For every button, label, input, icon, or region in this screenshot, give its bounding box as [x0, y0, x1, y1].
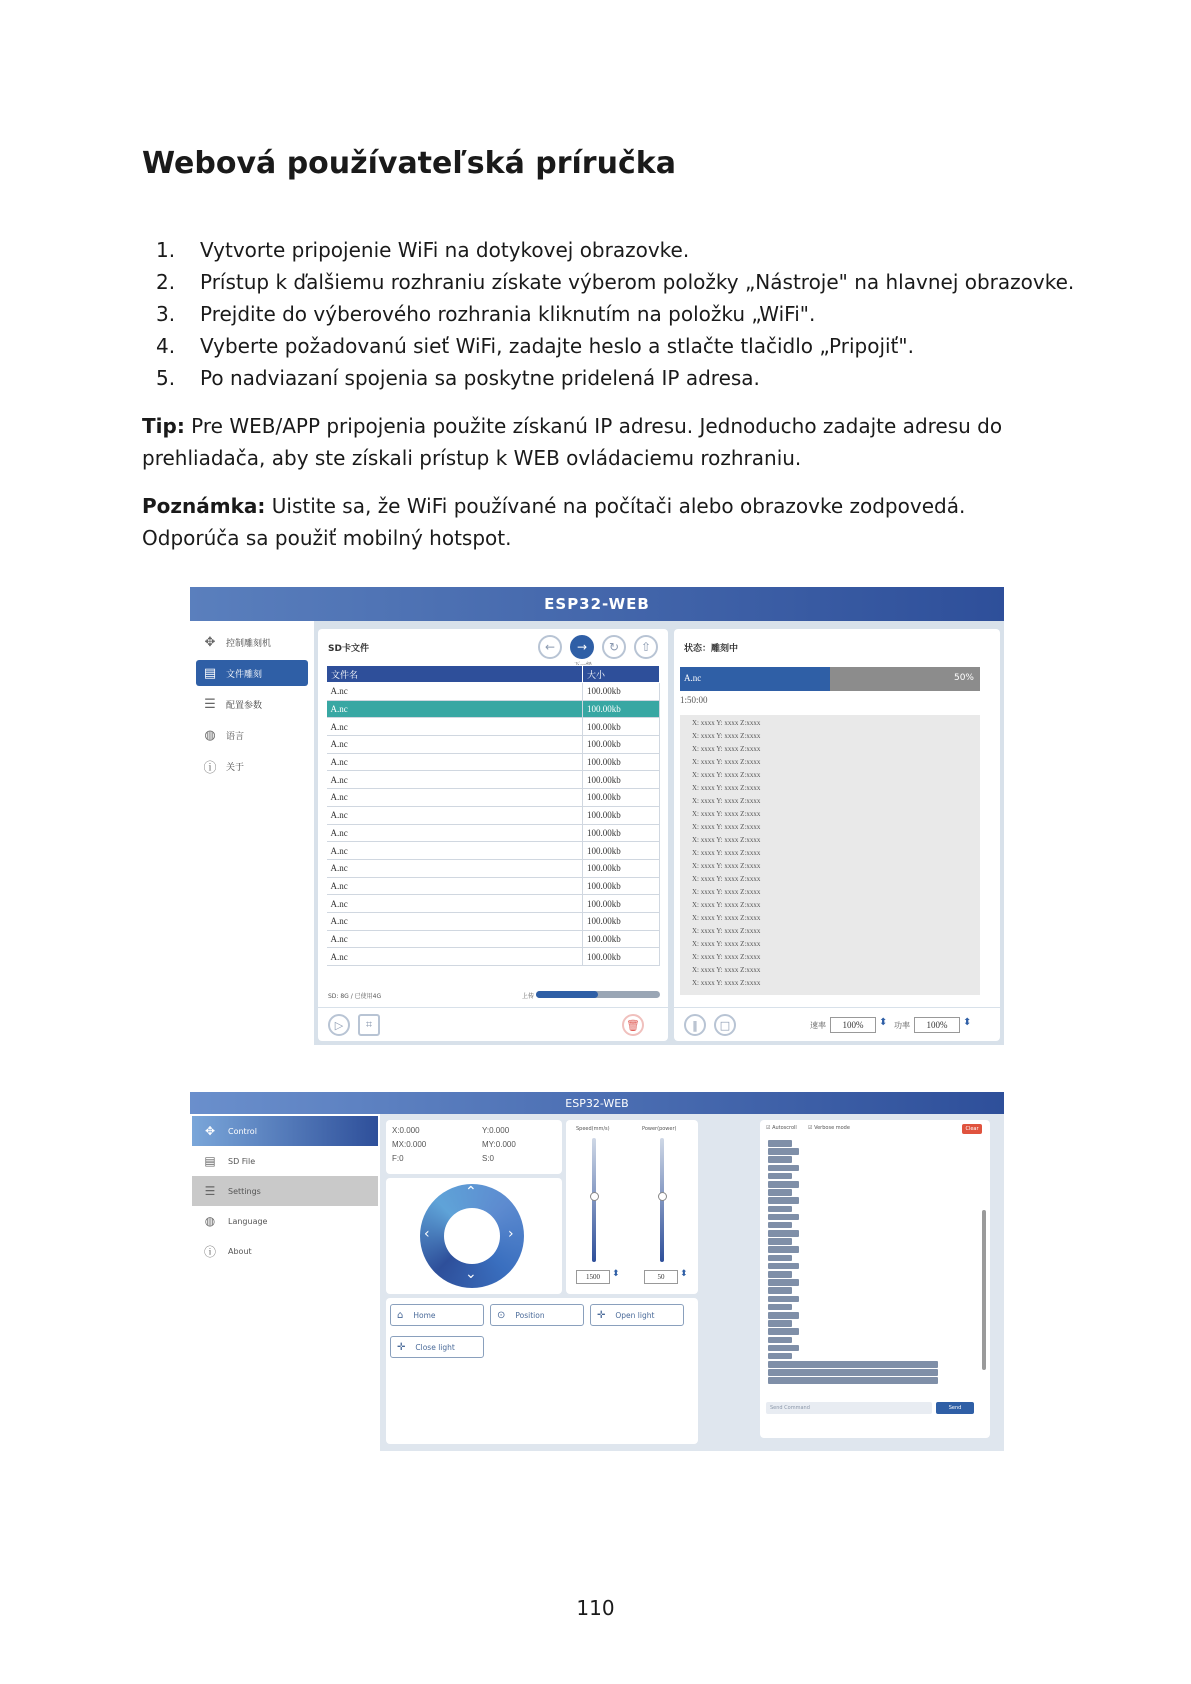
step-item	[142, 366, 1082, 398]
log-line: X: xxxx Y: xxxx Z:xxxx	[692, 901, 761, 909]
column-size: 大小	[583, 666, 660, 683]
sidebar-item-5[interactable]	[196, 753, 308, 779]
step-text: Vytvorte pripojenie WiFi na dotykovej obrazovke.	[200, 238, 690, 262]
screenshot-control	[190, 1092, 1004, 1451]
console-line	[768, 1222, 792, 1229]
console-line	[768, 1214, 799, 1221]
table-row[interactable]	[327, 912, 660, 930]
autoscroll-checkbox[interactable]: ☑ Autoscroll	[766, 1125, 797, 1131]
file-name: A.nc	[327, 859, 583, 877]
log-line: X: xxxx Y: xxxx Z:xxxx	[692, 979, 761, 987]
crosshair-icon: ✛	[397, 1341, 406, 1353]
power-stepper-icon[interactable]: ⬍	[963, 1017, 972, 1028]
coordinates-panel	[386, 1120, 562, 1174]
log-line: X: xxxx Y: xxxx Z:xxxx	[692, 875, 761, 883]
console-line	[768, 1361, 938, 1368]
arrow-right-icon: →	[576, 640, 588, 654]
log-line: X: xxxx Y: xxxx Z:xxxx	[692, 771, 761, 779]
file-size: 100.00kb	[583, 912, 660, 930]
frame-icon: ⌗	[365, 1018, 373, 1031]
file-name: A.nc	[327, 824, 583, 842]
verbose-checkbox[interactable]: ☑ Verbose mode	[808, 1125, 850, 1131]
start-button[interactable]	[328, 1014, 350, 1036]
power-input[interactable]: 100%	[914, 1017, 960, 1033]
sidebar-item-about[interactable]	[192, 1236, 378, 1266]
step-item	[142, 270, 1082, 302]
console-line	[768, 1271, 792, 1278]
sd-panel-title: SD卡文件	[328, 644, 369, 654]
sidebar-item-3[interactable]	[196, 691, 308, 717]
console-line	[768, 1148, 799, 1155]
console-line	[768, 1279, 799, 1286]
file-name: A.nc	[327, 683, 583, 701]
actions-panel	[386, 1298, 698, 1444]
speed-stepper-icon[interactable]: ⬍	[612, 1269, 620, 1279]
file-name: A.nc	[327, 753, 583, 771]
console-line	[768, 1140, 792, 1147]
file-size: 100.00kb	[583, 930, 660, 948]
file-name: A.nc	[327, 771, 583, 789]
main-area	[380, 1114, 1004, 1451]
console-line	[768, 1263, 799, 1270]
sidebar	[190, 1114, 380, 1451]
nav-icon: ⓘ	[203, 760, 217, 776]
table-row[interactable]	[327, 806, 660, 824]
f-value: F:0	[392, 1154, 404, 1163]
log-line: X: xxxx Y: xxxx Z:xxxx	[692, 862, 761, 870]
console-line	[768, 1296, 799, 1303]
table-row[interactable]	[327, 877, 660, 895]
upload-label: 上传	[522, 993, 535, 1000]
sidebar-item-language[interactable]	[192, 1206, 378, 1236]
nav-icon: ☰	[204, 696, 216, 712]
power-slider-knob[interactable]	[658, 1192, 667, 1201]
console-line	[768, 1230, 799, 1237]
location-pin-icon: ⊙	[497, 1309, 506, 1321]
console-line	[768, 1377, 938, 1384]
job-time: 1:50:00	[680, 695, 708, 705]
send-button[interactable]: Send	[936, 1402, 974, 1414]
speed-input[interactable]: 100%	[830, 1017, 876, 1033]
sidebar-item-label: About	[228, 1246, 252, 1256]
file-table	[326, 665, 660, 966]
position-label: Position	[515, 1310, 545, 1320]
main-area	[314, 621, 1004, 1045]
back-button[interactable]	[538, 635, 562, 659]
speed-stepper-icon[interactable]: ⬍	[879, 1017, 888, 1028]
console-line	[768, 1246, 799, 1253]
log-line: X: xxxx Y: xxxx Z:xxxx	[692, 797, 761, 805]
table-row[interactable]	[327, 824, 660, 842]
console-line	[768, 1255, 792, 1262]
file-name: A.nc	[327, 789, 583, 807]
step-item	[142, 302, 1082, 334]
nav-icon: ◍	[204, 727, 216, 743]
power-value-input[interactable]: 50	[644, 1270, 678, 1284]
table-row[interactable]	[327, 718, 660, 736]
table-row[interactable]	[327, 736, 660, 754]
speed-slider-knob[interactable]	[590, 1192, 599, 1201]
nav-icon: ✥	[204, 634, 216, 650]
sidebar-item-sd-file[interactable]	[192, 1146, 378, 1176]
speed-label: 速率	[810, 1021, 826, 1030]
power-stepper-icon[interactable]: ⬍	[680, 1269, 688, 1279]
console-line	[768, 1369, 938, 1376]
console-line	[768, 1197, 799, 1204]
file-size: 100.00kb	[583, 736, 660, 754]
stop-icon: □	[719, 1018, 731, 1032]
trash-icon: 🗑	[626, 1018, 640, 1032]
table-row[interactable]	[327, 930, 660, 948]
log-line: X: xxxx Y: xxxx Z:xxxx	[692, 836, 761, 844]
jog-pad[interactable]	[420, 1184, 524, 1288]
table-row[interactable]	[327, 683, 660, 701]
console-line	[768, 1304, 792, 1311]
console-line	[768, 1320, 792, 1327]
log-line: X: xxxx Y: xxxx Z:xxxx	[692, 914, 761, 922]
jog-down-icon[interactable]: ⌄	[465, 1266, 477, 1282]
file-name: A.nc	[327, 948, 583, 966]
autoscroll-label: Autoscroll	[772, 1125, 797, 1131]
jog-right-icon[interactable]: ›	[508, 1226, 514, 1242]
close-light-button[interactable]	[390, 1336, 484, 1358]
step-number: 5.	[156, 366, 176, 390]
upload-icon: ⇧	[640, 640, 652, 654]
console-line	[768, 1238, 792, 1245]
pause-button[interactable]	[684, 1014, 706, 1036]
console-line	[768, 1173, 792, 1180]
step-text: Vyberte požadovanú sieť WiFi, zadajte heslo a stlačte tlačidlo „Pripojiť".	[200, 334, 914, 358]
nav-icon: ⓘ	[203, 1244, 216, 1259]
step-item	[142, 334, 1082, 366]
file-size: 100.00kb	[583, 806, 660, 824]
command-input[interactable]: Send Command	[766, 1402, 932, 1414]
speed-slider-label: Speed(mm/s)	[576, 1126, 610, 1132]
delete-button[interactable]	[622, 1014, 644, 1036]
file-size: 100.00kb	[583, 683, 660, 701]
app-header: ESP32-WEB	[190, 1092, 1004, 1114]
table-row[interactable]	[327, 859, 660, 877]
console-line	[768, 1181, 799, 1188]
sidebar-item-label: Control	[228, 1126, 257, 1136]
verbose-label: Verbose mode	[814, 1125, 850, 1131]
power-label: 功率	[894, 1021, 910, 1030]
frame-button[interactable]	[358, 1014, 380, 1036]
page-number: 110	[576, 1596, 615, 1620]
sidebar-item-settings[interactable]	[192, 1176, 378, 1206]
file-size: 100.00kb	[583, 753, 660, 771]
file-name: A.nc	[327, 877, 583, 895]
sidebar-item-2[interactable]	[196, 660, 308, 686]
table-row[interactable]	[327, 842, 660, 860]
refresh-button[interactable]	[602, 635, 626, 659]
app-header: ESP32-WEB	[190, 587, 1004, 621]
position-log[interactable]	[680, 715, 980, 995]
log-line: X: xxxx Y: xxxx Z:xxxx	[692, 953, 761, 961]
file-size: 100.00kb	[583, 718, 660, 736]
step-number: 2.	[156, 270, 176, 294]
console-scrollbar[interactable]	[982, 1210, 986, 1370]
nav-icon: ▤	[204, 1154, 216, 1168]
position-button[interactable]	[490, 1304, 584, 1326]
next-button[interactable]	[570, 635, 594, 659]
sliders-panel	[566, 1120, 698, 1294]
sidebar	[190, 621, 314, 1045]
step-number: 4.	[156, 334, 176, 358]
log-line: X: xxxx Y: xxxx Z:xxxx	[692, 823, 761, 831]
console-line	[768, 1189, 792, 1196]
console-line	[768, 1337, 792, 1344]
refresh-icon: ↻	[608, 640, 620, 654]
log-line: X: xxxx Y: xxxx Z:xxxx	[692, 927, 761, 935]
console-line	[768, 1328, 799, 1335]
job-progress-bar	[680, 667, 980, 691]
page-title: Webová používateľská príručka	[142, 146, 676, 181]
file-size: 100.00kb	[583, 789, 660, 807]
note-paragraph	[142, 490, 1062, 554]
log-line: X: xxxx Y: xxxx Z:xxxx	[692, 810, 761, 818]
file-name: A.nc	[327, 806, 583, 824]
sd-info: SD: 8G / 已使用4G	[328, 993, 382, 1000]
file-name: A.nc	[327, 912, 583, 930]
mx-coord: MX:0.000	[392, 1140, 427, 1149]
tip-label: Tip:	[142, 414, 185, 438]
log-line: X: xxxx Y: xxxx Z:xxxx	[692, 745, 761, 753]
log-line: X: xxxx Y: xxxx Z:xxxx	[692, 966, 761, 974]
upload-progress	[536, 991, 660, 998]
step-text: Prístup k ďalšiemu rozhraniu získate výberom položky „Nástroje" na hlavnej obrazovke.	[200, 270, 1075, 294]
file-name: A.nc	[327, 930, 583, 948]
sidebar-item-4[interactable]	[196, 722, 308, 748]
power-slider-label: Power(power)	[642, 1126, 677, 1132]
log-line: X: xxxx Y: xxxx Z:xxxx	[692, 732, 761, 740]
open-light-button[interactable]	[590, 1304, 684, 1326]
sidebar-item-label: 配置参数	[226, 700, 263, 711]
step-text: Prejdite do výberového rozhrania kliknutím na položku „WiFi".	[200, 302, 816, 326]
note-text: Uistite sa, že WiFi používané na počítači alebo obrazovke zodpovedá. Odporúča sa použiť mobilný hotspot.	[142, 494, 966, 550]
console-line	[768, 1287, 792, 1294]
sidebar-item-label: Settings	[228, 1186, 261, 1196]
table-row[interactable]	[327, 771, 660, 789]
nav-icon: ☰	[204, 1184, 216, 1198]
log-line: X: xxxx Y: xxxx Z:xxxx	[692, 888, 761, 896]
table-row[interactable]	[327, 895, 660, 913]
console-line	[768, 1156, 792, 1163]
open-light-label: Open light	[615, 1310, 655, 1320]
sidebar-item-label: 关于	[226, 762, 245, 773]
file-size: 100.00kb	[583, 895, 660, 913]
my-coord: MY:0.000	[482, 1140, 516, 1149]
home-icon: ⌂	[397, 1309, 404, 1321]
clear-button[interactable]: Clear	[962, 1124, 982, 1134]
home-button[interactable]	[390, 1304, 484, 1326]
step-number: 3.	[156, 302, 176, 326]
table-row[interactable]	[327, 700, 660, 718]
sidebar-item-label: SD File	[228, 1156, 256, 1166]
job-progress-fill	[680, 667, 830, 691]
column-filename: 文件名	[327, 666, 583, 683]
file-size: 100.00kb	[583, 842, 660, 860]
sidebar-item-control[interactable]	[192, 1116, 378, 1146]
x-coord: X:0.000	[392, 1126, 420, 1135]
step-number: 1.	[156, 238, 176, 262]
file-size: 100.00kb	[583, 877, 660, 895]
table-row[interactable]	[327, 753, 660, 771]
jog-up-icon[interactable]: ⌃	[465, 1184, 477, 1200]
console-line	[768, 1165, 799, 1172]
console-line	[768, 1345, 799, 1352]
console-line	[768, 1206, 792, 1213]
crosshair-icon: ✛	[597, 1309, 606, 1321]
status-title: 状态：雕刻中	[684, 644, 739, 654]
sidebar-item-label: Language	[228, 1216, 268, 1226]
console-output[interactable]	[766, 1140, 968, 1394]
sidebar-item-label: 控制雕刻机	[226, 638, 272, 649]
file-name: A.nc	[327, 718, 583, 736]
file-name: A.nc	[327, 895, 583, 913]
file-size: 100.00kb	[583, 948, 660, 966]
step-item	[142, 238, 1082, 270]
upload-progress-fill	[536, 991, 598, 998]
jog-left-icon[interactable]: ‹	[424, 1226, 430, 1242]
sd-file-panel	[318, 629, 668, 1041]
console-line	[768, 1353, 792, 1360]
play-icon: ▷	[334, 1018, 344, 1032]
file-size: 100.00kb	[583, 859, 660, 877]
nav-icon: ▤	[203, 665, 217, 681]
file-size: 100.00kb	[583, 771, 660, 789]
steps-list	[142, 238, 1082, 398]
log-line: X: xxxx Y: xxxx Z:xxxx	[692, 719, 761, 727]
file-size: 100.00kb	[583, 824, 660, 842]
nav-icon: ✥	[204, 1124, 216, 1138]
log-line: X: xxxx Y: xxxx Z:xxxx	[692, 849, 761, 857]
tip-paragraph	[142, 410, 1062, 474]
console-panel	[760, 1120, 990, 1438]
file-name: A.nc	[327, 842, 583, 860]
nav-icon: ◍	[204, 1214, 216, 1228]
note-label: Poznámka:	[142, 494, 266, 518]
file-name: A.nc	[327, 700, 583, 718]
status-panel	[674, 629, 1000, 1041]
stop-button[interactable]	[714, 1014, 736, 1036]
speed-value-input[interactable]: 1500	[576, 1270, 610, 1284]
sidebar-item-label: 语言	[226, 731, 245, 742]
console-line	[768, 1312, 799, 1319]
jog-panel	[386, 1178, 562, 1294]
upload-button[interactable]	[634, 635, 658, 659]
table-row[interactable]	[327, 789, 660, 807]
screenshot-file-engrave	[190, 587, 1004, 1045]
close-light-label: Close light	[415, 1342, 455, 1352]
y-coord: Y:0.000	[482, 1126, 510, 1135]
log-line: X: xxxx Y: xxxx Z:xxxx	[692, 940, 761, 948]
sidebar-item-label: 文件雕刻	[226, 669, 263, 680]
sidebar-item-1[interactable]	[196, 629, 308, 655]
file-size: 100.00kb	[583, 700, 660, 718]
log-line: X: xxxx Y: xxxx Z:xxxx	[692, 758, 761, 766]
job-progress-label: 50%	[953, 673, 974, 683]
pause-icon: ‖	[692, 1018, 698, 1032]
table-row[interactable]	[327, 948, 660, 966]
job-file: A.nc	[684, 673, 702, 683]
home-label: Home	[413, 1310, 436, 1320]
step-text: Po nadviazaní spojenia sa poskytne pridelená IP adresa.	[200, 366, 760, 390]
arrow-left-icon: ←	[544, 640, 556, 654]
s-value: S:0	[482, 1154, 495, 1163]
file-name: A.nc	[327, 736, 583, 754]
log-line: X: xxxx Y: xxxx Z:xxxx	[692, 784, 761, 792]
tip-text: Pre WEB/APP pripojenia použite získanú IP adresu. Jednoducho zadajte adresu do prehliadača, aby ste získali prístup k WEB ovládaciemu rozhraniu.	[142, 414, 1003, 470]
